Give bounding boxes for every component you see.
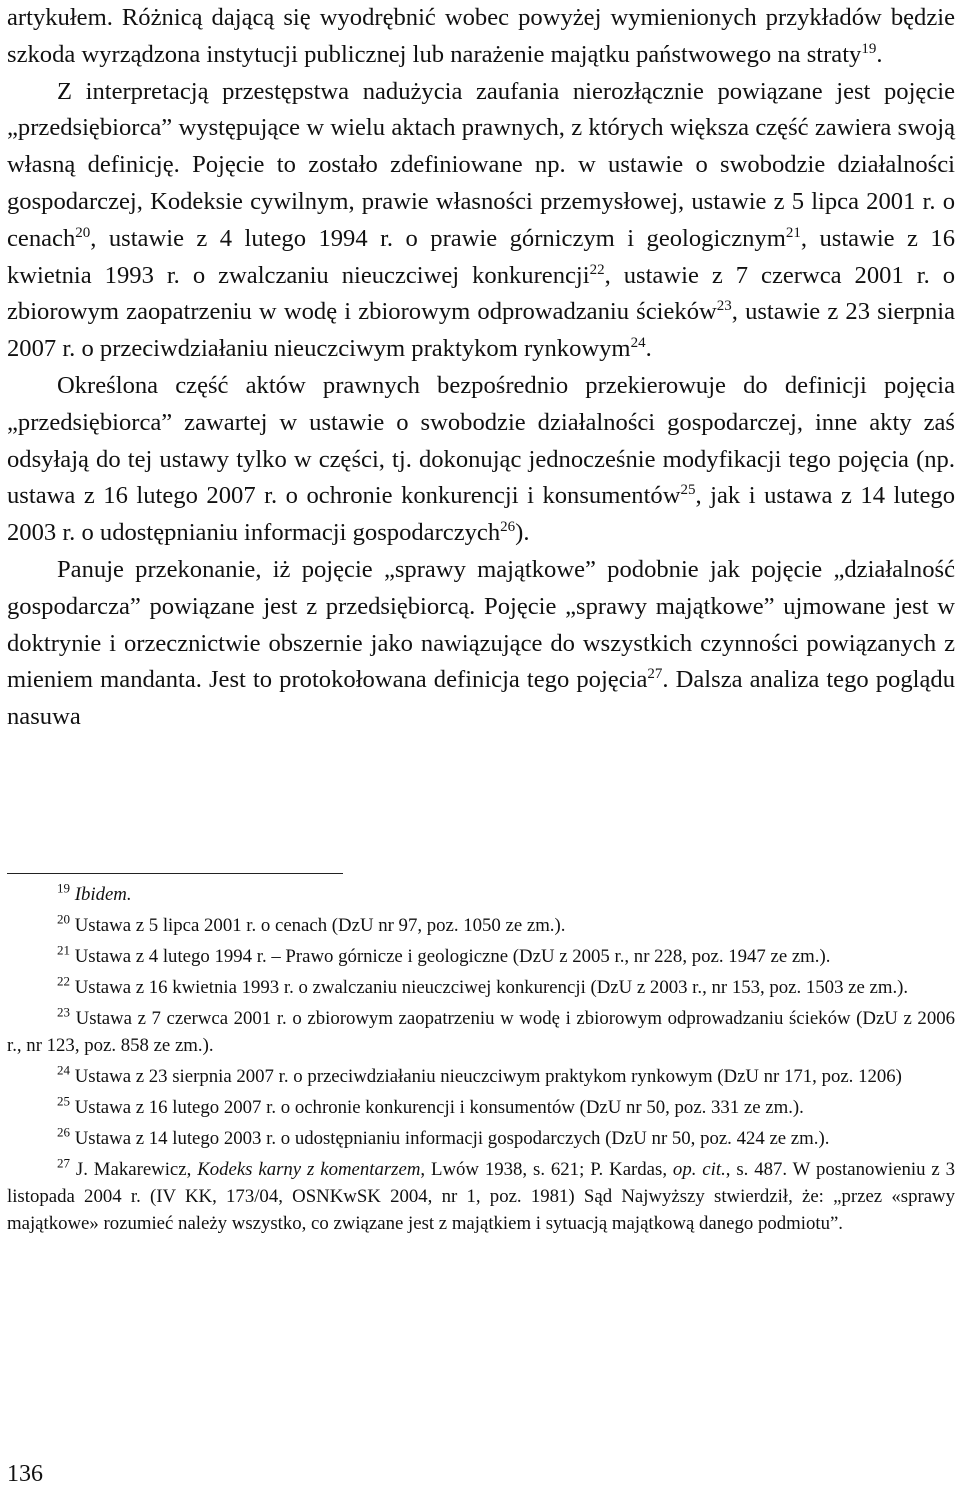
italic-text: op. cit. — [672, 1159, 726, 1180]
text-run: . Dalsza analiza tego poglądu nasuwa — [7, 666, 955, 731]
footnote-number: 24 — [57, 1062, 70, 1078]
footnote-number: 22 — [57, 973, 70, 989]
footnote-number: 19 — [57, 880, 70, 896]
footnote — [7, 1063, 955, 1090]
text-run: , ustawie z 7 czerwca 2001 r. o zbiorowym zaopatrzeniu w wodę i zbiorowym odprowadzaniu ścieków — [7, 261, 955, 326]
footnote-number: 20 — [57, 911, 70, 927]
paragraph — [7, 552, 955, 736]
footnote-ref: 25 — [680, 482, 696, 499]
text-run: Ustawa z 23 sierpnia 2007 r. o przeciwdziałaniu nieuczciwym praktykom rynkowym (DzU nr 171, poz. 1206) — [74, 1066, 902, 1087]
paragraph — [7, 368, 955, 552]
page-number: 136 — [7, 1461, 43, 1487]
footnote-ref: 22 — [589, 261, 605, 278]
text-run: , ustawie z 4 lutego 1994 r. o prawie górniczym i geologicznym — [90, 224, 786, 252]
text-run: Ustawa z 14 lutego 2003 r. o udostępnianiu informacji gospodarczych (DzU nr 50, poz. 424 ze zm.). — [74, 1128, 830, 1149]
text-run: J. Makarewicz, — [75, 1159, 198, 1180]
text-run: artykułem. Różnicą dającą się wyodrębnić wobec powyżej wymienionych przykładów będzie szkoda wyrządzona instytucji publicznej lub narażenie majątku państwowego na straty — [7, 4, 955, 68]
footnote — [7, 912, 955, 939]
footnote-ref: 19 — [861, 40, 877, 57]
footnote-ref: 27 — [647, 666, 663, 683]
footnote — [7, 1156, 955, 1237]
footnotes — [7, 877, 955, 1237]
footnote-ref: 26 — [500, 518, 516, 535]
italic-text: Kodeks karny z komentarzem — [197, 1159, 421, 1180]
text-run: , Lwów 1938, s. 621; P. Kardas, — [420, 1159, 673, 1180]
footnote-number: 25 — [57, 1093, 70, 1109]
document-page — [7, 0, 955, 1492]
footnote-number: 26 — [57, 1124, 70, 1140]
footnote — [7, 1125, 955, 1152]
footnote-number: 21 — [57, 942, 70, 958]
footnote — [7, 943, 955, 970]
text-run: Ustawa z 16 lutego 2007 r. o ochronie konkurencji i konsumentów (DzU nr 50, poz. 331 ze zm.). — [74, 1097, 804, 1118]
text-run: Ustawa z 7 czerwca 2001 r. o zbiorowym zaopatrzeniu w wodę i zbiorowym odprowadzaniu ścieków (DzU z 2006 r., nr 123, poz. 858 ze zm.). — [7, 1008, 955, 1056]
text-run: ). — [515, 519, 530, 547]
text-run: Określona część aktów prawnych bezpośrednio przekierowuje do definicji pojęcia „przedsiębiorca” zawartej w ustawie o swobodzie działalności gospodarczej, inne akty zaś odsyłają do tej ustawy tylko w części, tj. dokonując jednocześnie modyfikacji tego pojęcia (np. ustawa z 16 lutego 2007 r. o ochronie konkurencji i konsumentów — [7, 371, 955, 510]
paragraph — [7, 74, 955, 368]
footnote-ref: 24 — [630, 334, 646, 351]
text-run: Ustawa z 4 lutego 1994 r. – Prawo górnicze i geologiczne (DzU z 2005 r., nr 228, poz. 1947 ze zm.). — [74, 946, 831, 967]
footnote — [7, 1094, 955, 1121]
footnote — [7, 1005, 955, 1059]
text-run: Ustawa z 16 kwietnia 1993 r. o zwalczaniu nieuczciwej konkurencji (DzU z 2003 r., nr 153, poz. 1503 ze zm.). — [74, 977, 909, 998]
footnote-ref: 23 — [716, 298, 732, 315]
footnote-number: 23 — [57, 1004, 70, 1020]
text-run: Ustawa z 5 lipca 2001 r. o cenach (DzU nr 97, poz. 1050 ze zm.). — [74, 915, 566, 936]
text-run: . — [876, 40, 883, 68]
footnote — [7, 881, 955, 908]
text-run: . — [645, 335, 652, 363]
footnote-separator — [7, 873, 343, 874]
footnote-ref: 20 — [75, 224, 91, 241]
text-run: , jak i ustawa z 14 lutego 2003 r. o udostępnianiu informacji gospodarczych — [7, 482, 955, 547]
footnote-number: 27 — [57, 1155, 70, 1171]
paragraph — [7, 0, 955, 74]
text-run: Z interpretacją przestępstwa nadużycia zaufania nierozłącznie powiązane jest pojęcie „przedsiębiorca” występujące w wielu aktach prawnych, z których większa część zawiera swoją własną definicję. Pojęcie to zostało zdefiniowane np. w ustawie o swobodzie działalności gospodarczej, Kodeksie cywilnym, prawie własności przemysłowej, ustawie z 5 lipca 2001 r. o cenach — [7, 77, 955, 252]
main-text — [7, 0, 955, 736]
footnote — [7, 974, 955, 1001]
footnote-ref: 21 — [785, 224, 801, 241]
italic-text: Ibidem. — [74, 884, 132, 905]
text-run: , ustawie z 23 sierpnia 2007 r. o przeciwdziałaniu nieuczciwym praktykom rynkowym — [7, 298, 955, 363]
text-run: , ustawie z 16 kwietnia 1993 r. o zwalczaniu nieuczciwej konkurencji — [7, 224, 955, 289]
text-run: Panuje przekonanie, iż pojęcie „sprawy majątkowe” podobnie jak pojęcie „działalność gospodarcza” powiązane jest z przedsiębiorcą. Pojęcie „sprawy majątkowe” ujmowane jest w doktrynie i orzecznictwie obszernie jako nawiązujące do wszystkich czynności powiązanych z mieniem mandanta. Jest to protokołowana definicja tego pojęcia — [7, 555, 955, 694]
text-run: , s. 487. W postanowieniu z 3 listopada 2004 r. (IV KK, 173/04, OSNKwSK 2004, nr 1, poz. 1981) Sąd Najwyższy stwierdził, że: „przez «sprawy majątkowe» rozumieć należy wszystko, co związane jest z majątkiem i sytuacją majątkową danego podmiotu”. — [7, 1159, 956, 1234]
